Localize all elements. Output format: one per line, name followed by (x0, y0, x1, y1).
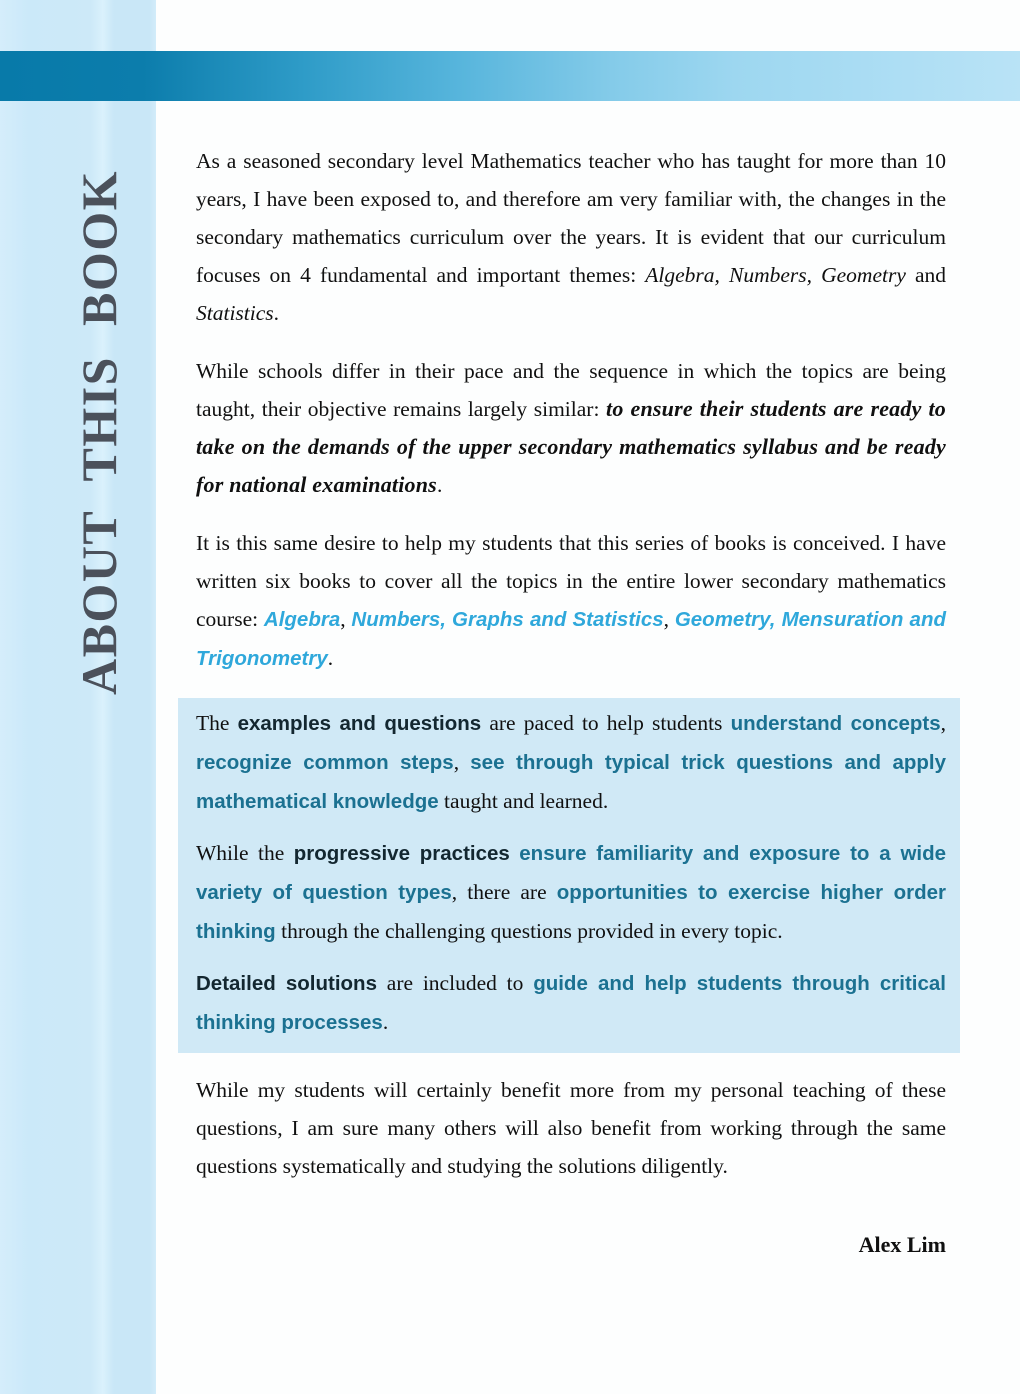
body-paragraph-3 (196, 524, 946, 678)
text-segment: are paced to help students (481, 711, 731, 735)
body-paragraph-4 (196, 1071, 946, 1185)
text-segment: While my students will certainly benefit more from my personal teaching of these questions, I am sure many others will also benefit from working through the same questions systematically and studying the solutions diligently. (196, 1078, 946, 1178)
text-segment: examples and questions (237, 712, 482, 735)
box-paragraph-1 (196, 704, 946, 821)
text-segment: Algebra, Numbers, Geometry (645, 263, 906, 287)
text-segment: , (663, 607, 675, 631)
text-segment: to ensure their students are ready to take on the demands of the upper secondary mathematics syllabus and be ready for national examinations (196, 396, 946, 497)
text-segment: Detailed solutions (196, 972, 377, 995)
body-paragraph-2 (196, 352, 946, 504)
text-segment: opportunities to exercise higher order thinking (196, 881, 946, 943)
text-segment: While schools differ in their pace and the sequence in which the topics are being taught, their objective remains largely similar: (196, 359, 946, 421)
text-segment: are included to (376, 971, 534, 995)
text-segment: It is this same desire to help my students that this series of books is conceived. I have written six books to cover all the topics in the entire lower secondary mathematics course: (196, 531, 946, 631)
text-segment: , there are (451, 880, 557, 904)
text-segment: recognize common steps (196, 751, 454, 774)
header-gradient-bar (0, 51, 1020, 101)
author-signature: Alex Lim (858, 1232, 946, 1257)
text-segment: ensure familiarity and exposure to a wide variety of question types (196, 842, 947, 904)
highlight-box (178, 698, 960, 1053)
text-segment: . (327, 646, 334, 670)
text-segment: While the (196, 841, 294, 865)
text-segment: , (340, 607, 352, 631)
text-segment: . (273, 301, 280, 325)
content-area (196, 142, 946, 1205)
text-segment: , (940, 711, 947, 735)
text-segment: see through typical trick questions and apply mathematical knowledge (196, 751, 947, 813)
text-segment: and (905, 263, 947, 287)
text-segment: The (196, 711, 238, 735)
text-segment (510, 841, 519, 865)
text-segment: taught and learned. (438, 789, 609, 813)
text-segment: guide and help students through critical thinking processes (196, 972, 946, 1034)
text-segment: Geometry, Mensuration and Trigonometry (196, 608, 947, 670)
text-segment: As a seasoned secondary level Mathematics teacher who has taught for more than 10 years, I have been exposed to, and therefore am very familiar with, the changes in the secondary mathematics curriculum over the years. It is evident that our curriculum focuses on 4 fundamental and important themes: (196, 149, 946, 287)
text-segment: progressive practices (293, 842, 510, 865)
box-paragraph-3 (196, 964, 946, 1042)
body-paragraph-1 (196, 142, 946, 332)
text-segment: understand concepts (730, 712, 941, 735)
text-segment: , (453, 750, 471, 774)
text-segment: Statistics (196, 301, 274, 325)
text-segment: Algebra (263, 608, 341, 631)
text-segment: through the challenging questions provided in every topic. (275, 919, 783, 943)
box-paragraph-2 (196, 834, 946, 951)
text-segment: . (436, 473, 443, 497)
text-segment: Numbers, Graphs and Statistics (351, 608, 664, 631)
sidebar-title: ABOUT THIS BOOK (71, 169, 127, 696)
text-segment: . (382, 1010, 389, 1034)
